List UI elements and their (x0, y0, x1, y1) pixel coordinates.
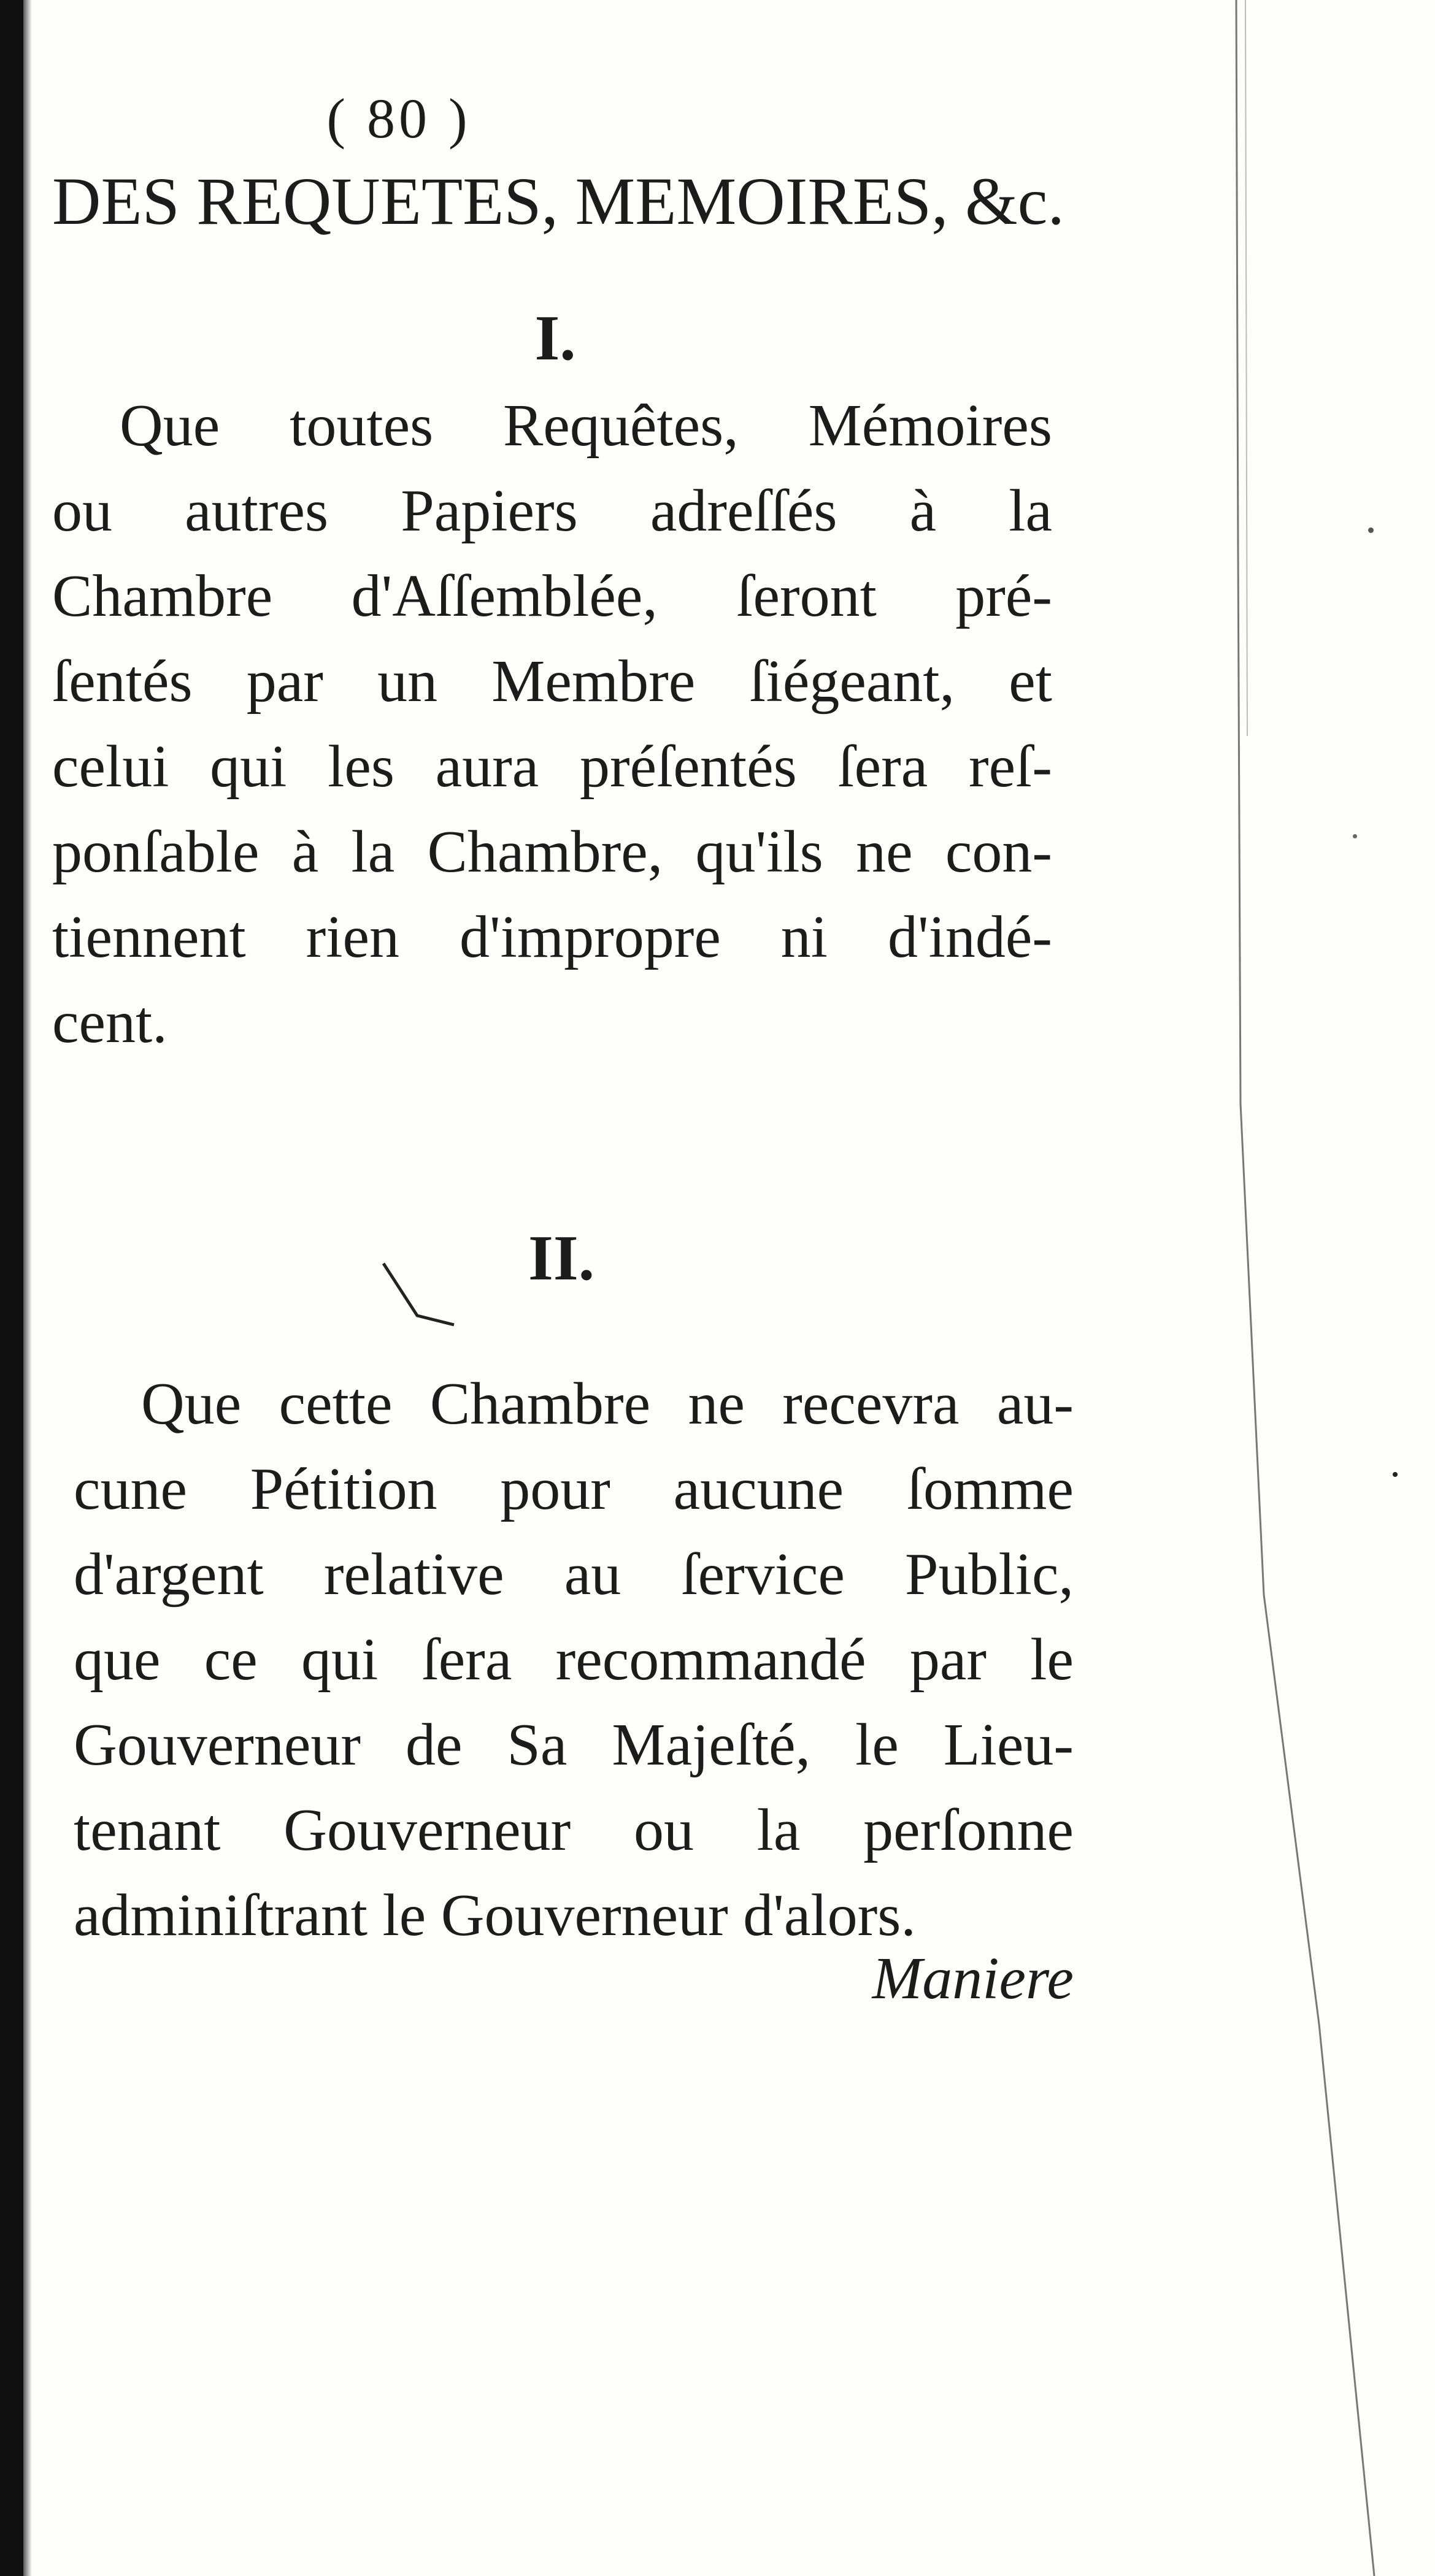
text-line: Que cette Chambre ne recevra au- (141, 1371, 1074, 1437)
text-line: cent. (52, 989, 167, 1056)
text-line: cune Pétition pour aucune ſomme (74, 1456, 1074, 1522)
text-line: Que toutes Requêtes, Mémoires (120, 393, 1052, 459)
text-line: adminiſtrant le Gouverneur d'alors. (74, 1882, 916, 1949)
text-line: Gouverneur de Sa Majeſté, le Lieu- (74, 1712, 1074, 1778)
article-number-2: II. (528, 1222, 594, 1294)
scan-speck (1353, 834, 1357, 838)
article-number-1: I. (534, 302, 576, 374)
text-line: celui qui les aura préſentés ſera reſ- (52, 734, 1052, 800)
article-1-text (52, 383, 1052, 1065)
text-line: d'argent relative au ſervice Public, (74, 1541, 1074, 1608)
page-number: ( 80 ) (326, 87, 471, 150)
scan-speck (1393, 1472, 1398, 1477)
text-line: que ce qui ſera recommandé par le (74, 1627, 1074, 1693)
catchword: Maniere (872, 1945, 1074, 2012)
scan-speck (1368, 527, 1374, 533)
text-line: ponſable à la Chambre, qu'ils ne con- (52, 819, 1052, 885)
text-line: Chambre d'Aſſemblée, ſeront pré- (52, 563, 1052, 629)
adjacent-page-edge (1227, 0, 1429, 2576)
article-2-text (74, 1362, 1074, 1958)
text-line: ou autres Papiers adreſſés à la (52, 478, 1052, 544)
spine-gradient (23, 0, 32, 2576)
binding-spine-shadow (0, 0, 23, 2576)
text-line: ſentés par un Membre ſiégeant, et (52, 648, 1052, 715)
section-heading: DES REQUETES, MEMOIRES, &c. (52, 164, 1064, 239)
text-line: tiennent rien d'impropre ni d'indé- (52, 904, 1052, 970)
text-line: tenant Gouverneur ou la perſonne (74, 1797, 1074, 1863)
